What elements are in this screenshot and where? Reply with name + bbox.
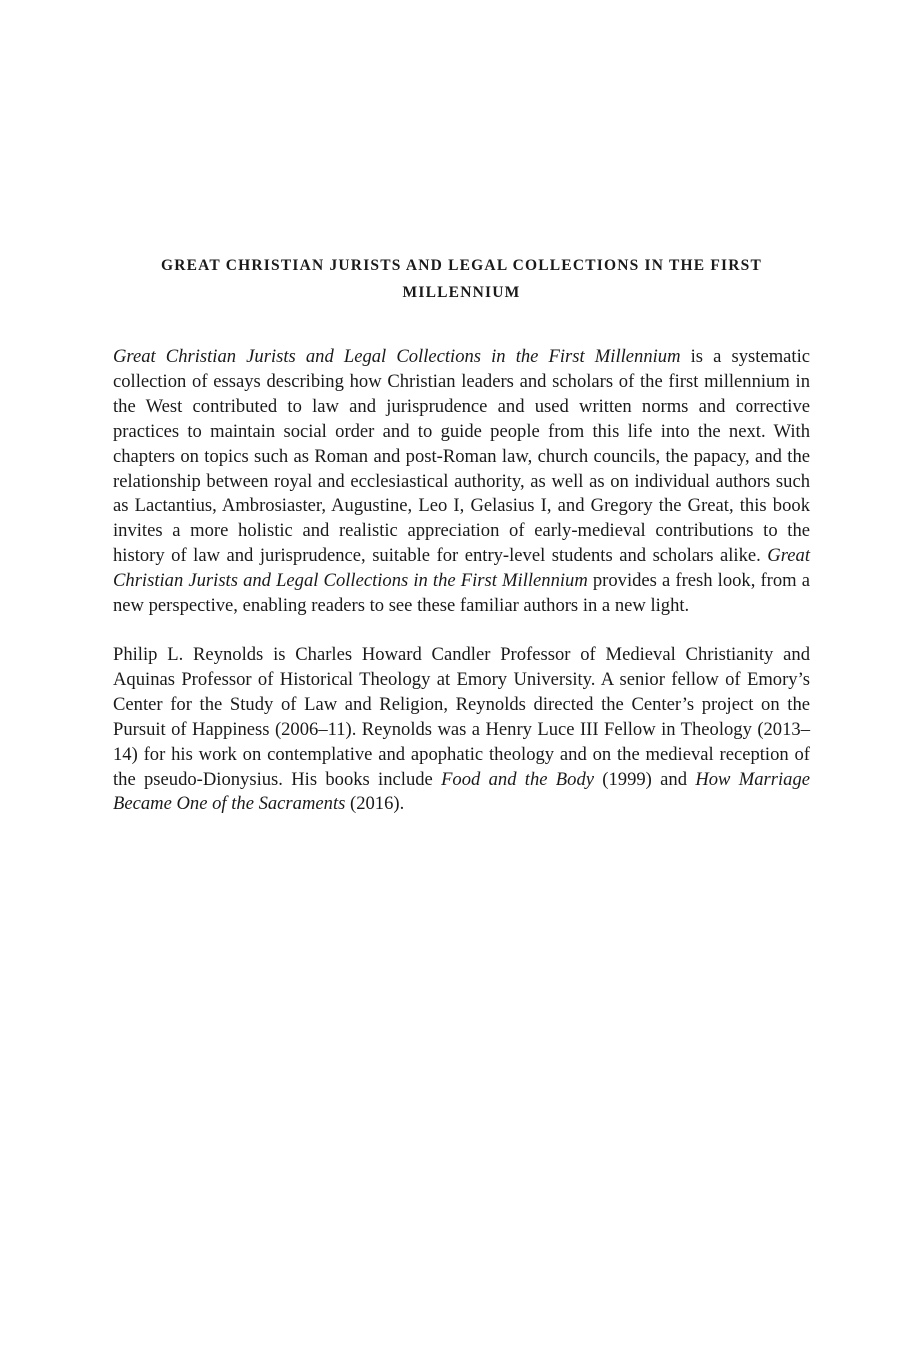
bio-text: Philip L. Reynolds is Charles Howard Candler Professor of Medieval Christianity and Aquinas Professor of Historical Theology at Emory University. A senior fellow of Emory’s Center for the Study of Law and Religion, Reynolds directed the Center’s project on the Pursuit of Happiness (2006–11). Reynolds was a Henry Luce III Fellow in Theology (2013–14) for his work on contemplative and apophatic theology and on the medieval reception of the pseudo-Dionysius. His books include [113,643,810,790]
bio-text: (2016). [345,793,405,815]
book-title-heading: GREAT CHRISTIAN JURISTS AND LEGAL COLLECTIONS IN THE FIRST MILLENNIUM [160,257,763,301]
book-title-italic: Great Christian Jurists and Legal Collections in the First Millennium [113,545,810,592]
book-title-italic: Great Christian Jurists and Legal Collections in the First Millennium [113,346,681,367]
book-description [113,345,810,619]
bio-text: (1999) and [594,768,696,790]
description-text: is a systematic collection of essays describing how Christian leaders and scholars of the first millennium in the West contributed to law and jurisprudence and used written norms and corrective practices to maintain social order and to guide people from this life into the next. With chapters on topics such as Roman and post-Roman law, church councils, the papacy, and the relationship between royal and ecclesiastical authority, as well as on individual authors such as Lactantius, Ambrosiaster, Augustine, Leo I, Gelasius I, and Gregory the Great, this book invites a more holistic and realistic appreciation of early-medieval contributions to the history of law and jurisprudence, suitable for entry-level students and scholars alike. [113,346,810,567]
bio-book-title: How Marriage Became One of the Sacraments [113,768,810,815]
author-bio [113,643,810,817]
description-text: provides a fresh look, from a new perspective, enabling readers to see these familiar authors in a new light. [113,570,810,617]
bio-book-title: Food and the Body [441,768,595,790]
book-blurb-page [113,252,810,817]
